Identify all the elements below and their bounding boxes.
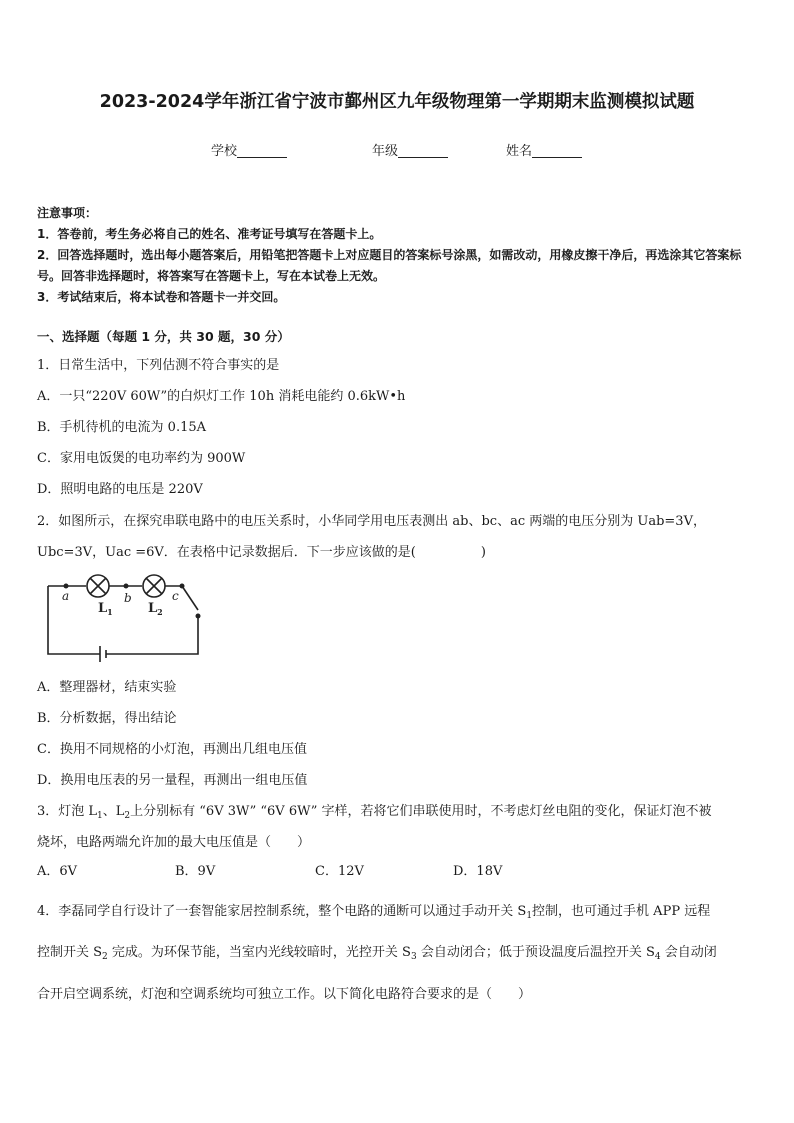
node-a-label: a: [62, 589, 70, 603]
bulb-l1-label: $L_1$: [98, 601, 113, 617]
question-3-stem-line2: 烧坏，电路两端允许加的最大电压值是（ ）: [37, 835, 311, 850]
name-field[interactable]: [506, 140, 582, 159]
question-3-option-d[interactable]: D．18V: [453, 864, 503, 879]
school-label: 学校: [211, 144, 238, 159]
switch-icon: [182, 586, 198, 610]
note-item: 1．答卷前，考生务必将自己的姓名、准考证号填写在答题卡上。: [37, 227, 382, 241]
grade-field[interactable]: [372, 140, 448, 159]
question-1-option-b[interactable]: B．手机待机的电流为 0.15A: [37, 420, 207, 435]
question-1-stem: 1．日常生活中，下列估测不符合事实的是: [37, 358, 280, 373]
node-c-label: c: [172, 589, 179, 603]
school-blank[interactable]: [237, 143, 287, 158]
question-2-option-a[interactable]: A．整理器材，结束实验: [37, 680, 177, 695]
student-info-row: [0, 140, 794, 160]
name-label: 姓名: [506, 144, 533, 159]
bulb-l2-label: $L_2$: [148, 601, 163, 617]
question-2-stem-line2: Ubc=3V，Uac =6V．在表格中记录数据后．下一步应该做的是( ): [37, 545, 486, 560]
question-3-option-c[interactable]: C．12V: [315, 864, 364, 879]
question-4-line2: 控制开关 $S_2$ 完成。为环保节能，当室内光线较暗时，光控开关 $S_3$ 会自动闭合；低于预设温度后温控开关 $S_4$ 会自动闭: [37, 945, 717, 962]
exam-notes: [37, 203, 762, 308]
page-title: 2023-2024学年浙江省宁波市鄞州区九年级物理第一学期期末监测模拟试题: [99, 92, 695, 112]
series-circuit-diagram: [42, 572, 217, 662]
question-3-option-b[interactable]: B．9V: [175, 864, 216, 879]
note-item: 2．回答选择题时，选出每小题答案后，用铅笔把答题卡上对应题目的答案标号涂黑，如需改动，用橡皮擦干净后，再选涂其它答案标号。回答非选择题时，将答案写在答题卡上，写在本试卷上无效。: [37, 248, 742, 283]
name-blank[interactable]: [532, 143, 582, 158]
node-b-label: b: [124, 591, 132, 605]
note-item: 3．考试结束后，将本试卷和答题卡一并交回。: [37, 290, 286, 304]
question-2-option-c[interactable]: C．换用不同规格的小灯泡，再测出几组电压值: [37, 742, 307, 757]
question-2-option-d[interactable]: D．换用电压表的另一量程，再测出一组电压值: [37, 773, 308, 788]
question-1-option-a[interactable]: A．一只“220V 60W”的白炽灯工作 10h 消耗电能约 0.6kW•h: [37, 389, 406, 404]
question-1-option-c[interactable]: C．家用电饭煲的电功率约为 900W: [37, 451, 246, 466]
question-1-option-d[interactable]: D．照明电路的电压是 220V: [37, 482, 203, 497]
question-3-stem-line1: 3．灯泡 $L_1$、$L_2$上分别标有 “6V 3W” “6V 6W” 字样，若将它们串联使用时，不考虑灯丝电阻的变化，保证灯泡不被: [37, 804, 712, 821]
question-3-option-a[interactable]: A．6V: [37, 864, 78, 879]
question-2-stem-line1: 2．如图所示，在探究串联电路中的电压关系时，小华同学用电压表测出 ab、bc、ac 两端的电压分别为 Uab=3V，: [37, 514, 706, 529]
grade-blank[interactable]: [398, 143, 448, 158]
grade-label: 年级: [372, 144, 399, 159]
question-2-option-b[interactable]: B．分析数据，得出结论: [37, 711, 177, 726]
question-4-line3: 合开启空调系统，灯泡和空调系统均可独立工作。以下简化电路符合要求的是（ ）: [37, 987, 532, 1002]
school-field[interactable]: [211, 140, 287, 159]
circuit-wire: [106, 616, 198, 654]
notes-heading: 注意事项：: [37, 206, 98, 220]
battery-icon: [100, 646, 106, 662]
section-heading: 一、选择题（每题 1 分，共 30 题，30 分）: [37, 329, 290, 344]
question-4-line1: 4．李磊同学自行设计了一套智能家居控制系统，整个电路的通断可以通过手动开关 $S_1$控制，也可通过手机 APP 远程: [37, 904, 711, 921]
